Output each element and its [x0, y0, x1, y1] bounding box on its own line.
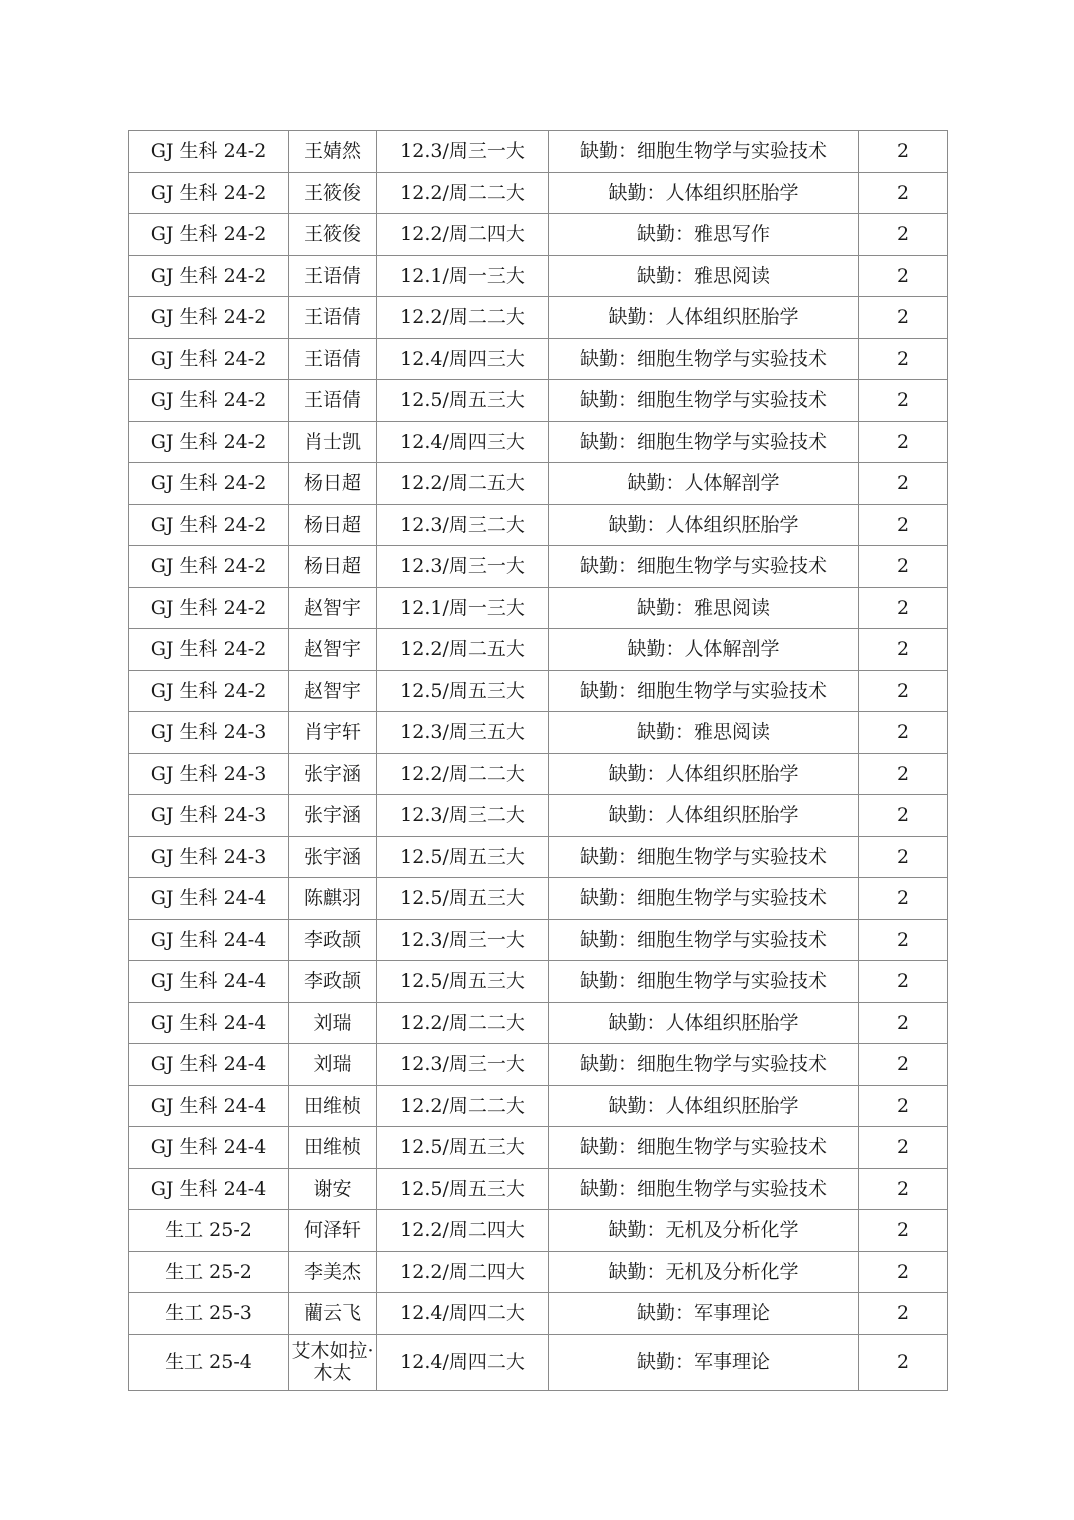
class-cell: 生工 25-3	[129, 1293, 289, 1335]
table-row	[129, 587, 948, 629]
date-period-cell: 12.3/周三二大	[377, 504, 549, 546]
deduction-score-cell: 2	[859, 255, 948, 297]
table-row	[129, 836, 948, 878]
table-row	[129, 1293, 948, 1335]
reason-cell: 缺勤：细胞生物学与实验技术	[549, 836, 859, 878]
class-cell: 生工 25-2	[129, 1210, 289, 1252]
reason-cell: 缺勤：细胞生物学与实验技术	[549, 338, 859, 380]
date-period-cell: 12.5/周五三大	[377, 380, 549, 422]
reason-cell: 缺勤：细胞生物学与实验技术	[549, 1127, 859, 1169]
deduction-score-cell: 2	[859, 878, 948, 920]
deduction-score-cell: 2	[859, 712, 948, 754]
table-row	[129, 1044, 948, 1086]
reason-cell: 缺勤：细胞生物学与实验技术	[549, 1044, 859, 1086]
table-row	[129, 1085, 948, 1127]
reason-cell: 缺勤：军事理论	[549, 1293, 859, 1335]
student-name-cell: 张宇涵	[289, 753, 377, 795]
class-cell: GJ 生科 24-4	[129, 878, 289, 920]
deduction-score-cell: 2	[859, 961, 948, 1003]
reason-cell: 缺勤：人体组织胚胎学	[549, 795, 859, 837]
deduction-score-cell: 2	[859, 504, 948, 546]
deduction-score-cell: 2	[859, 297, 948, 339]
table-row	[129, 380, 948, 422]
date-period-cell: 12.3/周三五大	[377, 712, 549, 754]
class-cell: GJ 生科 24-4	[129, 1002, 289, 1044]
date-period-cell: 12.2/周二四大	[377, 1210, 549, 1252]
date-period-cell: 12.4/周四三大	[377, 338, 549, 380]
student-name-cell: 张宇涵	[289, 795, 377, 837]
student-name-cell: 王语倩	[289, 338, 377, 380]
table-row	[129, 214, 948, 256]
table-row	[129, 919, 948, 961]
deduction-score-cell: 2	[859, 670, 948, 712]
student-name-cell: 谢安	[289, 1168, 377, 1210]
student-name-cell: 王婧然	[289, 131, 377, 173]
date-period-cell: 12.2/周二二大	[377, 753, 549, 795]
student-name-cell: 何泽轩	[289, 1210, 377, 1252]
class-cell: GJ 生科 24-4	[129, 1044, 289, 1086]
reason-cell: 缺勤：雅思阅读	[549, 712, 859, 754]
deduction-score-cell: 2	[859, 131, 948, 173]
reason-cell: 缺勤：人体组织胚胎学	[549, 1002, 859, 1044]
student-name-cell: 李政颉	[289, 919, 377, 961]
date-period-cell: 12.5/周五三大	[377, 1127, 549, 1169]
class-cell: GJ 生科 24-2	[129, 546, 289, 588]
deduction-score-cell: 2	[859, 1210, 948, 1252]
student-name-cell: 王语倩	[289, 297, 377, 339]
table-row	[129, 712, 948, 754]
student-name-cell: 田维桢	[289, 1127, 377, 1169]
deduction-score-cell: 2	[859, 587, 948, 629]
deduction-score-cell: 2	[859, 463, 948, 505]
class-cell: GJ 生科 24-2	[129, 421, 289, 463]
student-name-cell: 陈麒羽	[289, 878, 377, 920]
reason-cell: 缺勤：雅思阅读	[549, 587, 859, 629]
date-period-cell: 12.3/周三一大	[377, 131, 549, 173]
table-row	[129, 629, 948, 671]
reason-cell: 缺勤：军事理论	[549, 1334, 859, 1390]
date-period-cell: 12.2/周二四大	[377, 214, 549, 256]
date-period-cell: 12.5/周五三大	[377, 961, 549, 1003]
date-period-cell: 12.2/周二五大	[377, 463, 549, 505]
deduction-score-cell: 2	[859, 338, 948, 380]
reason-cell: 缺勤：雅思写作	[549, 214, 859, 256]
deduction-score-cell: 2	[859, 1085, 948, 1127]
date-period-cell: 12.2/周二二大	[377, 1002, 549, 1044]
deduction-score-cell: 2	[859, 753, 948, 795]
table-row	[129, 1002, 948, 1044]
student-name-cell: 王筱俊	[289, 214, 377, 256]
class-cell: 生工 25-4	[129, 1334, 289, 1390]
date-period-cell: 12.5/周五三大	[377, 836, 549, 878]
deduction-score-cell: 2	[859, 546, 948, 588]
student-name-cell: 李美杰	[289, 1251, 377, 1293]
student-name-cell: 王语倩	[289, 255, 377, 297]
date-period-cell: 12.2/周二二大	[377, 1085, 549, 1127]
date-period-cell: 12.5/周五三大	[377, 878, 549, 920]
reason-cell: 缺勤：细胞生物学与实验技术	[549, 1168, 859, 1210]
reason-cell: 缺勤：无机及分析化学	[549, 1210, 859, 1252]
class-cell: GJ 生科 24-2	[129, 131, 289, 173]
date-period-cell: 12.2/周二四大	[377, 1251, 549, 1293]
reason-cell: 缺勤：人体解剖学	[549, 629, 859, 671]
student-name-cell: 赵智宇	[289, 670, 377, 712]
attendance-deduction-table	[128, 130, 948, 1391]
reason-cell: 缺勤：人体组织胚胎学	[549, 172, 859, 214]
table-row	[129, 961, 948, 1003]
student-name-cell: 李政颉	[289, 961, 377, 1003]
class-cell: GJ 生科 24-4	[129, 1168, 289, 1210]
class-cell: GJ 生科 24-4	[129, 919, 289, 961]
date-period-cell: 12.3/周三一大	[377, 919, 549, 961]
reason-cell: 缺勤：细胞生物学与实验技术	[549, 878, 859, 920]
student-name-cell: 王语倩	[289, 380, 377, 422]
deduction-score-cell: 2	[859, 919, 948, 961]
reason-cell: 缺勤：无机及分析化学	[549, 1251, 859, 1293]
student-name-cell: 张宇涵	[289, 836, 377, 878]
reason-cell: 缺勤：雅思阅读	[549, 255, 859, 297]
reason-cell: 缺勤：细胞生物学与实验技术	[549, 380, 859, 422]
student-name-cell: 王筱俊	[289, 172, 377, 214]
deduction-score-cell: 2	[859, 214, 948, 256]
deduction-score-cell: 2	[859, 836, 948, 878]
table-body	[129, 131, 948, 1391]
date-period-cell: 12.5/周五三大	[377, 670, 549, 712]
deduction-score-cell: 2	[859, 1044, 948, 1086]
class-cell: GJ 生科 24-2	[129, 587, 289, 629]
class-cell: GJ 生科 24-2	[129, 338, 289, 380]
class-cell: GJ 生科 24-2	[129, 463, 289, 505]
class-cell: GJ 生科 24-4	[129, 1085, 289, 1127]
deduction-score-cell: 2	[859, 1002, 948, 1044]
reason-cell: 缺勤：细胞生物学与实验技术	[549, 919, 859, 961]
class-cell: GJ 生科 24-4	[129, 1127, 289, 1169]
date-period-cell: 12.3/周三二大	[377, 795, 549, 837]
table-row	[129, 753, 948, 795]
table-row	[129, 338, 948, 380]
table-row	[129, 1334, 948, 1390]
reason-cell: 缺勤：细胞生物学与实验技术	[549, 421, 859, 463]
table-row	[129, 131, 948, 173]
class-cell: GJ 生科 24-2	[129, 380, 289, 422]
table-row	[129, 1127, 948, 1169]
date-period-cell: 12.2/周二二大	[377, 172, 549, 214]
date-period-cell: 12.4/周四三大	[377, 421, 549, 463]
date-period-cell: 12.2/周二五大	[377, 629, 549, 671]
table-row	[129, 1168, 948, 1210]
reason-cell: 缺勤：人体组织胚胎学	[549, 1085, 859, 1127]
student-name-cell: 杨日超	[289, 504, 377, 546]
date-period-cell: 12.5/周五三大	[377, 1168, 549, 1210]
student-name-cell: 肖宇轩	[289, 712, 377, 754]
student-name-cell: 肖士凯	[289, 421, 377, 463]
table-row	[129, 670, 948, 712]
date-period-cell: 12.1/周一三大	[377, 587, 549, 629]
deduction-score-cell: 2	[859, 1334, 948, 1390]
reason-cell: 缺勤：人体解剖学	[549, 463, 859, 505]
table-row	[129, 172, 948, 214]
table-row	[129, 504, 948, 546]
table-row	[129, 546, 948, 588]
student-name-cell: 杨日超	[289, 463, 377, 505]
reason-cell: 缺勤：细胞生物学与实验技术	[549, 961, 859, 1003]
class-cell: GJ 生科 24-3	[129, 753, 289, 795]
table-row	[129, 463, 948, 505]
student-name-cell: 赵智宇	[289, 629, 377, 671]
class-cell: GJ 生科 24-2	[129, 504, 289, 546]
student-name-cell: 艾木如拉·木太	[289, 1334, 377, 1390]
reason-cell: 缺勤：细胞生物学与实验技术	[549, 670, 859, 712]
class-cell: GJ 生科 24-2	[129, 172, 289, 214]
deduction-score-cell: 2	[859, 1251, 948, 1293]
reason-cell: 缺勤：人体组织胚胎学	[549, 504, 859, 546]
table-row	[129, 1210, 948, 1252]
date-period-cell: 12.3/周三一大	[377, 1044, 549, 1086]
date-period-cell: 12.1/周一三大	[377, 255, 549, 297]
table-row	[129, 297, 948, 339]
student-name-cell: 藺云飞	[289, 1293, 377, 1335]
class-cell: 生工 25-2	[129, 1251, 289, 1293]
class-cell: GJ 生科 24-2	[129, 255, 289, 297]
class-cell: GJ 生科 24-3	[129, 712, 289, 754]
class-cell: GJ 生科 24-4	[129, 961, 289, 1003]
table-row	[129, 795, 948, 837]
date-period-cell: 12.4/周四二大	[377, 1334, 549, 1390]
class-cell: GJ 生科 24-2	[129, 214, 289, 256]
reason-cell: 缺勤：细胞生物学与实验技术	[549, 131, 859, 173]
table-row	[129, 878, 948, 920]
deduction-score-cell: 2	[859, 1293, 948, 1335]
deduction-score-cell: 2	[859, 795, 948, 837]
table-row	[129, 255, 948, 297]
class-cell: GJ 生科 24-3	[129, 795, 289, 837]
student-name-cell: 杨日超	[289, 546, 377, 588]
student-name-cell: 刘瑞	[289, 1044, 377, 1086]
deduction-score-cell: 2	[859, 172, 948, 214]
deduction-score-cell: 2	[859, 629, 948, 671]
deduction-score-cell: 2	[859, 1127, 948, 1169]
table-row	[129, 1251, 948, 1293]
date-period-cell: 12.2/周二二大	[377, 297, 549, 339]
table-row	[129, 421, 948, 463]
deduction-score-cell: 2	[859, 421, 948, 463]
reason-cell: 缺勤：人体组织胚胎学	[549, 297, 859, 339]
deduction-score-cell: 2	[859, 380, 948, 422]
student-name-cell: 刘瑞	[289, 1002, 377, 1044]
class-cell: GJ 生科 24-2	[129, 629, 289, 671]
class-cell: GJ 生科 24-3	[129, 836, 289, 878]
student-name-cell: 赵智宇	[289, 587, 377, 629]
reason-cell: 缺勤：细胞生物学与实验技术	[549, 546, 859, 588]
reason-cell: 缺勤：人体组织胚胎学	[549, 753, 859, 795]
class-cell: GJ 生科 24-2	[129, 297, 289, 339]
class-cell: GJ 生科 24-2	[129, 670, 289, 712]
deduction-score-cell: 2	[859, 1168, 948, 1210]
date-period-cell: 12.4/周四二大	[377, 1293, 549, 1335]
student-name-cell: 田维桢	[289, 1085, 377, 1127]
date-period-cell: 12.3/周三一大	[377, 546, 549, 588]
